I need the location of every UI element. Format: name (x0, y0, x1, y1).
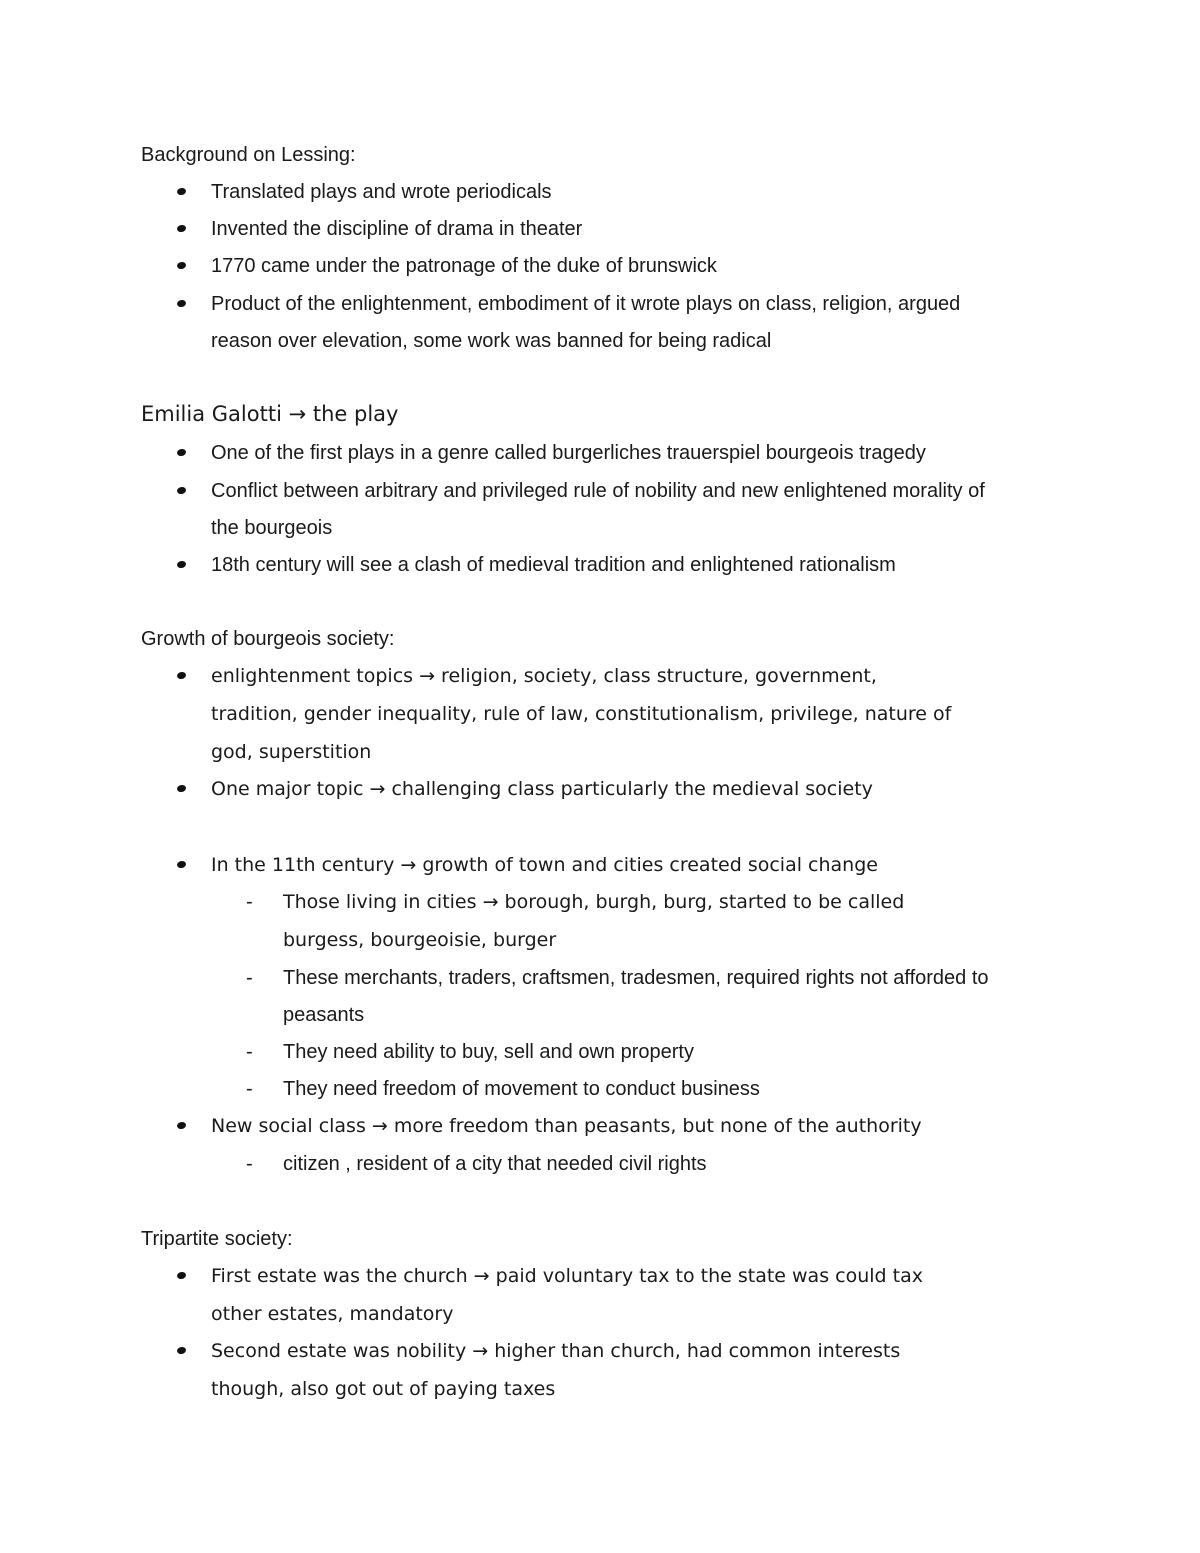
list-item: New social class → more freedom than peasants, but none of the authority (211, 1115, 922, 1137)
list-item: 18th century will see a clash of medieval tradition and enlightened rationalism (211, 554, 896, 576)
sub-list-item-continuation: peasants (283, 1004, 365, 1026)
bullet-icon (176, 671, 186, 680)
list-item: Translated plays and wrote periodicals (211, 181, 552, 203)
bullet-icon (176, 1271, 186, 1280)
section-heading-background: Background on Lessing: (141, 144, 356, 166)
list-item: Product of the enlightenment, embodiment of it wrote plays on class, religion, argued (211, 293, 961, 315)
list-item: Second estate was nobility → higher than church, had common interests (211, 1340, 901, 1362)
sub-list-item: citizen , resident of a city that needed civil rights (283, 1153, 707, 1175)
bullet-icon (176, 187, 186, 196)
list-item-continuation: though, also got out of paying taxes (211, 1378, 556, 1400)
bullet-icon (176, 784, 186, 793)
list-item: One of the first plays in a genre called burgerliches trauerspiel bourgeois tragedy (211, 442, 926, 464)
list-item-continuation: tradition, gender inequality, rule of law, constitutionalism, privilege, nature of (211, 703, 952, 725)
list-item: Invented the discipline of drama in theater (211, 218, 583, 240)
list-item: 1770 came under the patronage of the duke of brunswick (211, 255, 717, 277)
bullet-icon (176, 486, 186, 495)
list-item: One major topic → challenging class particularly the medieval society (211, 778, 873, 800)
sub-list-item-continuation: burgess, bourgeoisie, burger (283, 929, 557, 951)
bullet-icon (176, 448, 186, 457)
sub-list-item: These merchants, traders, craftsmen, tradesmen, required rights not afforded to (283, 967, 989, 989)
bullet-icon (176, 860, 186, 869)
sub-list-item: They need ability to buy, sell and own property (283, 1041, 694, 1063)
dash-marker: - (246, 1078, 253, 1100)
list-item: enlightenment topics → religion, society, class structure, government, (211, 665, 877, 687)
section-heading-tripartite: Tripartite society: (141, 1228, 293, 1250)
list-item-continuation: other estates, mandatory (211, 1303, 454, 1325)
list-item-continuation: god, superstition (211, 741, 372, 763)
dash-marker: - (246, 891, 253, 913)
section-heading-growth-bourgeois: Growth of bourgeois society: (141, 628, 395, 650)
list-item: First estate was the church → paid voluntary tax to the state was could tax (211, 1265, 923, 1287)
list-item-continuation: the bourgeois (211, 517, 333, 539)
bullet-icon (176, 224, 186, 233)
bullet-icon (176, 1121, 186, 1130)
list-item: Conflict between arbitrary and privileged rule of nobility and new enlightened morality of (211, 480, 985, 502)
dash-marker: - (246, 1041, 253, 1063)
list-item: In the 11th century → growth of town and cities created social change (211, 854, 878, 876)
dash-marker: - (246, 1153, 253, 1175)
section-heading-emilia-galotti: Emilia Galotti → the play (141, 402, 399, 426)
bullet-icon (176, 261, 186, 270)
dash-marker: - (246, 967, 253, 989)
bullet-icon (176, 1346, 186, 1355)
sub-list-item: Those living in cities → borough, burgh, burg, started to be called (283, 891, 905, 913)
bullet-icon (176, 560, 186, 569)
sub-list-item: They need freedom of movement to conduct business (283, 1078, 760, 1100)
bullet-icon (176, 299, 186, 308)
list-item-continuation: reason over elevation, some work was banned for being radical (211, 330, 772, 352)
